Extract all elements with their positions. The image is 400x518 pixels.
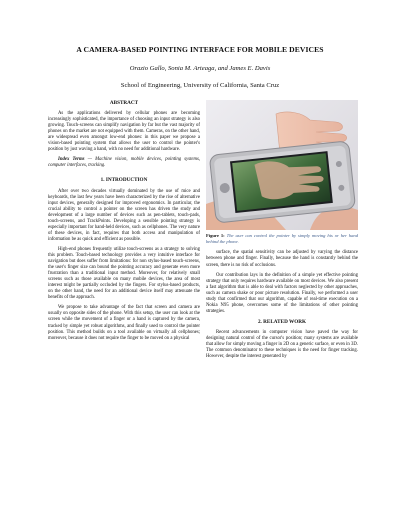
right-paragraph-3: Recent advancements in computer vision have paved the way for designing natural control of the cursor's position; many systems are available that allow for simply moving a finger in 2D on a generic surface, or even in 3D. The common denominator to these techniques is the need for finger tracking. However, despite the interest generated by <box>206 329 358 360</box>
intro-paragraph-1: After over two decades virtually dominated by the use of mice and keyboards, the last few years have been characterized by the rise of alternative input devices, generally designed for improved ergonomics. In particular, the crucial ability to control a pointer on the screen has driven the study and development of a large number of devices such as pen-tablets, touch-pads, touch-screens, and TrackPoints. Developing a sensible pointing strategy is especially important for hand-held devices, such as cellphones. The very nature of these devices, in fact, requires that both access and manipulation of information be as quick and efficient as possible. <box>48 188 200 242</box>
abstract-heading: ABSTRACT <box>109 100 139 106</box>
index-terms-text: — Machine vision, mobile devices, pointing systems, computer interfaces, tracking. <box>48 157 200 169</box>
paper-title: A CAMERA-BASED POINTING INTERFACE FOR MOBILE DEVICES <box>76 45 324 54</box>
left-column <box>48 100 200 346</box>
figure-1-label: Figure 1: <box>206 233 225 238</box>
index-terms-label: Index Terms <box>58 157 85 163</box>
related-work-heading: 2. RELATED WORK <box>257 318 307 325</box>
figure-1-caption <box>206 233 358 244</box>
figure-1-caption-text: The user can control the pointer by simply moving his or her hand behind the phone. <box>206 233 358 244</box>
intro-paragraph-3: We propose to take advantage of the fact that screen and camera are usually on opposite sides of the phone. With this setup, the user can look at the screen while the movement of a finger or a hand is captured by the camera, tracked by simple yet robust algorithms, and finally used to control the pointer position. This method builds on a tool available on virtually all cellphones; moreover, because it does not require the finger to be moved on a physical <box>48 305 200 341</box>
paper-authors: Orazio Gallo, Sonia M. Arteaga, and James E. Davis <box>129 65 271 72</box>
intro-paragraph-2: High-end phones frequently utilize touch-screens as a strategy to solving this problem. Touch-based technology provides a very intuitive interface for navigation but does suffer from limitations: for non stylus-based touch-screens, the user's finger size can bound the pointing accuracy and generate even more frustration than a traditional input method. Moreover, for relatively small screens such as those available on many mobile devices, the area of most interest might be partially occluded by the fingers. For stylus-based products, on the other hand, the need for an additional device itself may attenuate the benefits of the approach. <box>48 246 200 301</box>
index-terms <box>48 157 200 169</box>
phone-hand-illustration <box>206 100 358 230</box>
paper-affiliation: School of Engineering, University of California, Santa Cruz <box>120 82 280 89</box>
intro-heading: 1. INTRODUCTION <box>100 177 148 184</box>
abstract-text: As the applications delivered by cellular phones are becoming increasingly sophisticated, the importance of choosing an input strategy is also growing. Touch-screens can simplify navigation by far but the vast majority of phones on the market are not equipped with them. Cameras, on the other hand, are widespread even amongst low-end phones: in this paper we propose a vision-based pointing system that allows the user to control the pointer's position by just waving a hand, with no need for additional hardware. <box>48 111 200 153</box>
right-paragraph-2: Our contribution lays in the definition of a simple yet effective pointing strategy that only requires hardware available on most devices. We also present a fast algorithm that is able to deal with factors neglected by other approaches, such as camera shake or poor picture resolution. Finally, we performed a user study that confirmed that our algorithm, capable of real-time execution on a Nokia N95 phone, overcomes some of the limitations of other pointing strategies. <box>206 272 358 314</box>
right-paragraph-1: surface, the spatial sensitivity can be adjusted by varying the distance between phone and finger. Finally, because the hand is constantly behind the screen, there is no risk of occlusions. <box>206 250 358 268</box>
right-column <box>206 100 358 364</box>
figure-1-photo <box>206 100 358 230</box>
